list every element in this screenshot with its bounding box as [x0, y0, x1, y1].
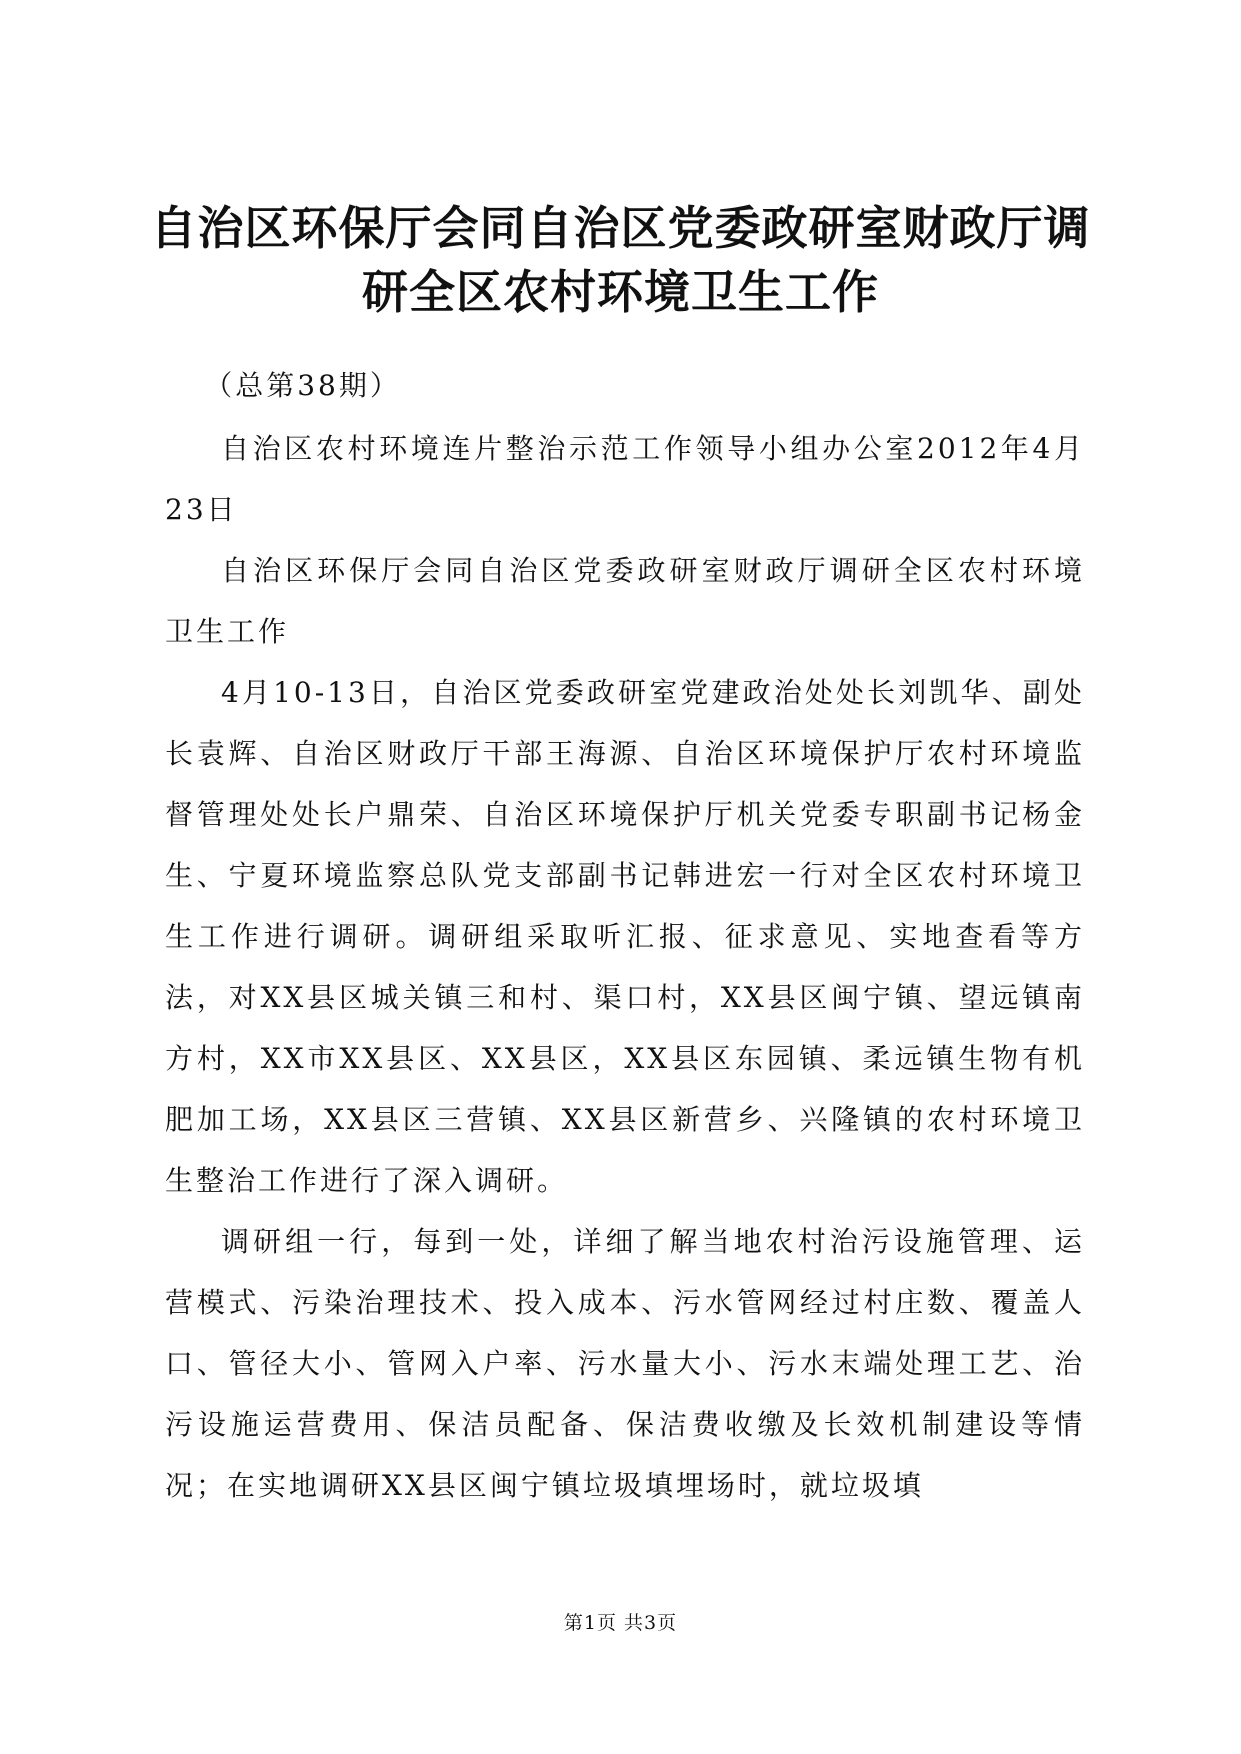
issue-number: （总第38期）: [204, 369, 401, 402]
publisher-line: 自治区农村环境连片整治示范工作领导小组办公室2012年4月23日: [165, 432, 1085, 526]
title-line-2: 研全区农村环境卫生工作: [362, 265, 879, 319]
page-footer: 第1页 共3页: [563, 1612, 678, 1634]
body-paragraph-2: 调研组一行，每到一处，详细了解当地农村治污设施管理、运营模式、污染治理技术、投入成本、污水管网经过村庄数、覆盖人口、管径大小、管网入户率、污水量大小、污水末端处理工艺、治污设施运营费用、保洁员配备、保洁费收缴及长效机制建设等情况；在实地调研XX县区闽宁镇垃圾填埋场时，就垃圾填: [165, 1225, 1085, 1502]
document-body: [165, 355, 1085, 1516]
document-title: [150, 196, 1091, 324]
title-line-1: 自治区环保厅会同自治区党委政研室财政厅调: [150, 201, 1091, 255]
document-subtitle: 自治区环保厅会同自治区党委政研室财政厅调研全区农村环境卫生工作: [165, 554, 1085, 648]
body-paragraph-1: 4月10-13日，自治区党委政研室党建政治处处长刘凯华、副处长袁辉、自治区财政厅干部王海源、自治区环境保护厅农村环境监督管理处处长户鼎荣、自治区环境保护厅机关党委专职副书记杨金生、宁夏环境监察总队党支部副书记韩进宏一行对全区农村环境卫生工作进行调研。调研组采取听汇报、征求意见、实地查看等方法，对XX县区城关镇三和村、渠口村，XX县区闽宁镇、望远镇南方村，XX市XX县区、XX县区，XX县区东园镇、柔远镇生物有机肥加工场，XX县区三营镇、XX县区新营乡、兴隆镇的农村环境卫生整治工作进行了深入调研。: [165, 676, 1085, 1197]
